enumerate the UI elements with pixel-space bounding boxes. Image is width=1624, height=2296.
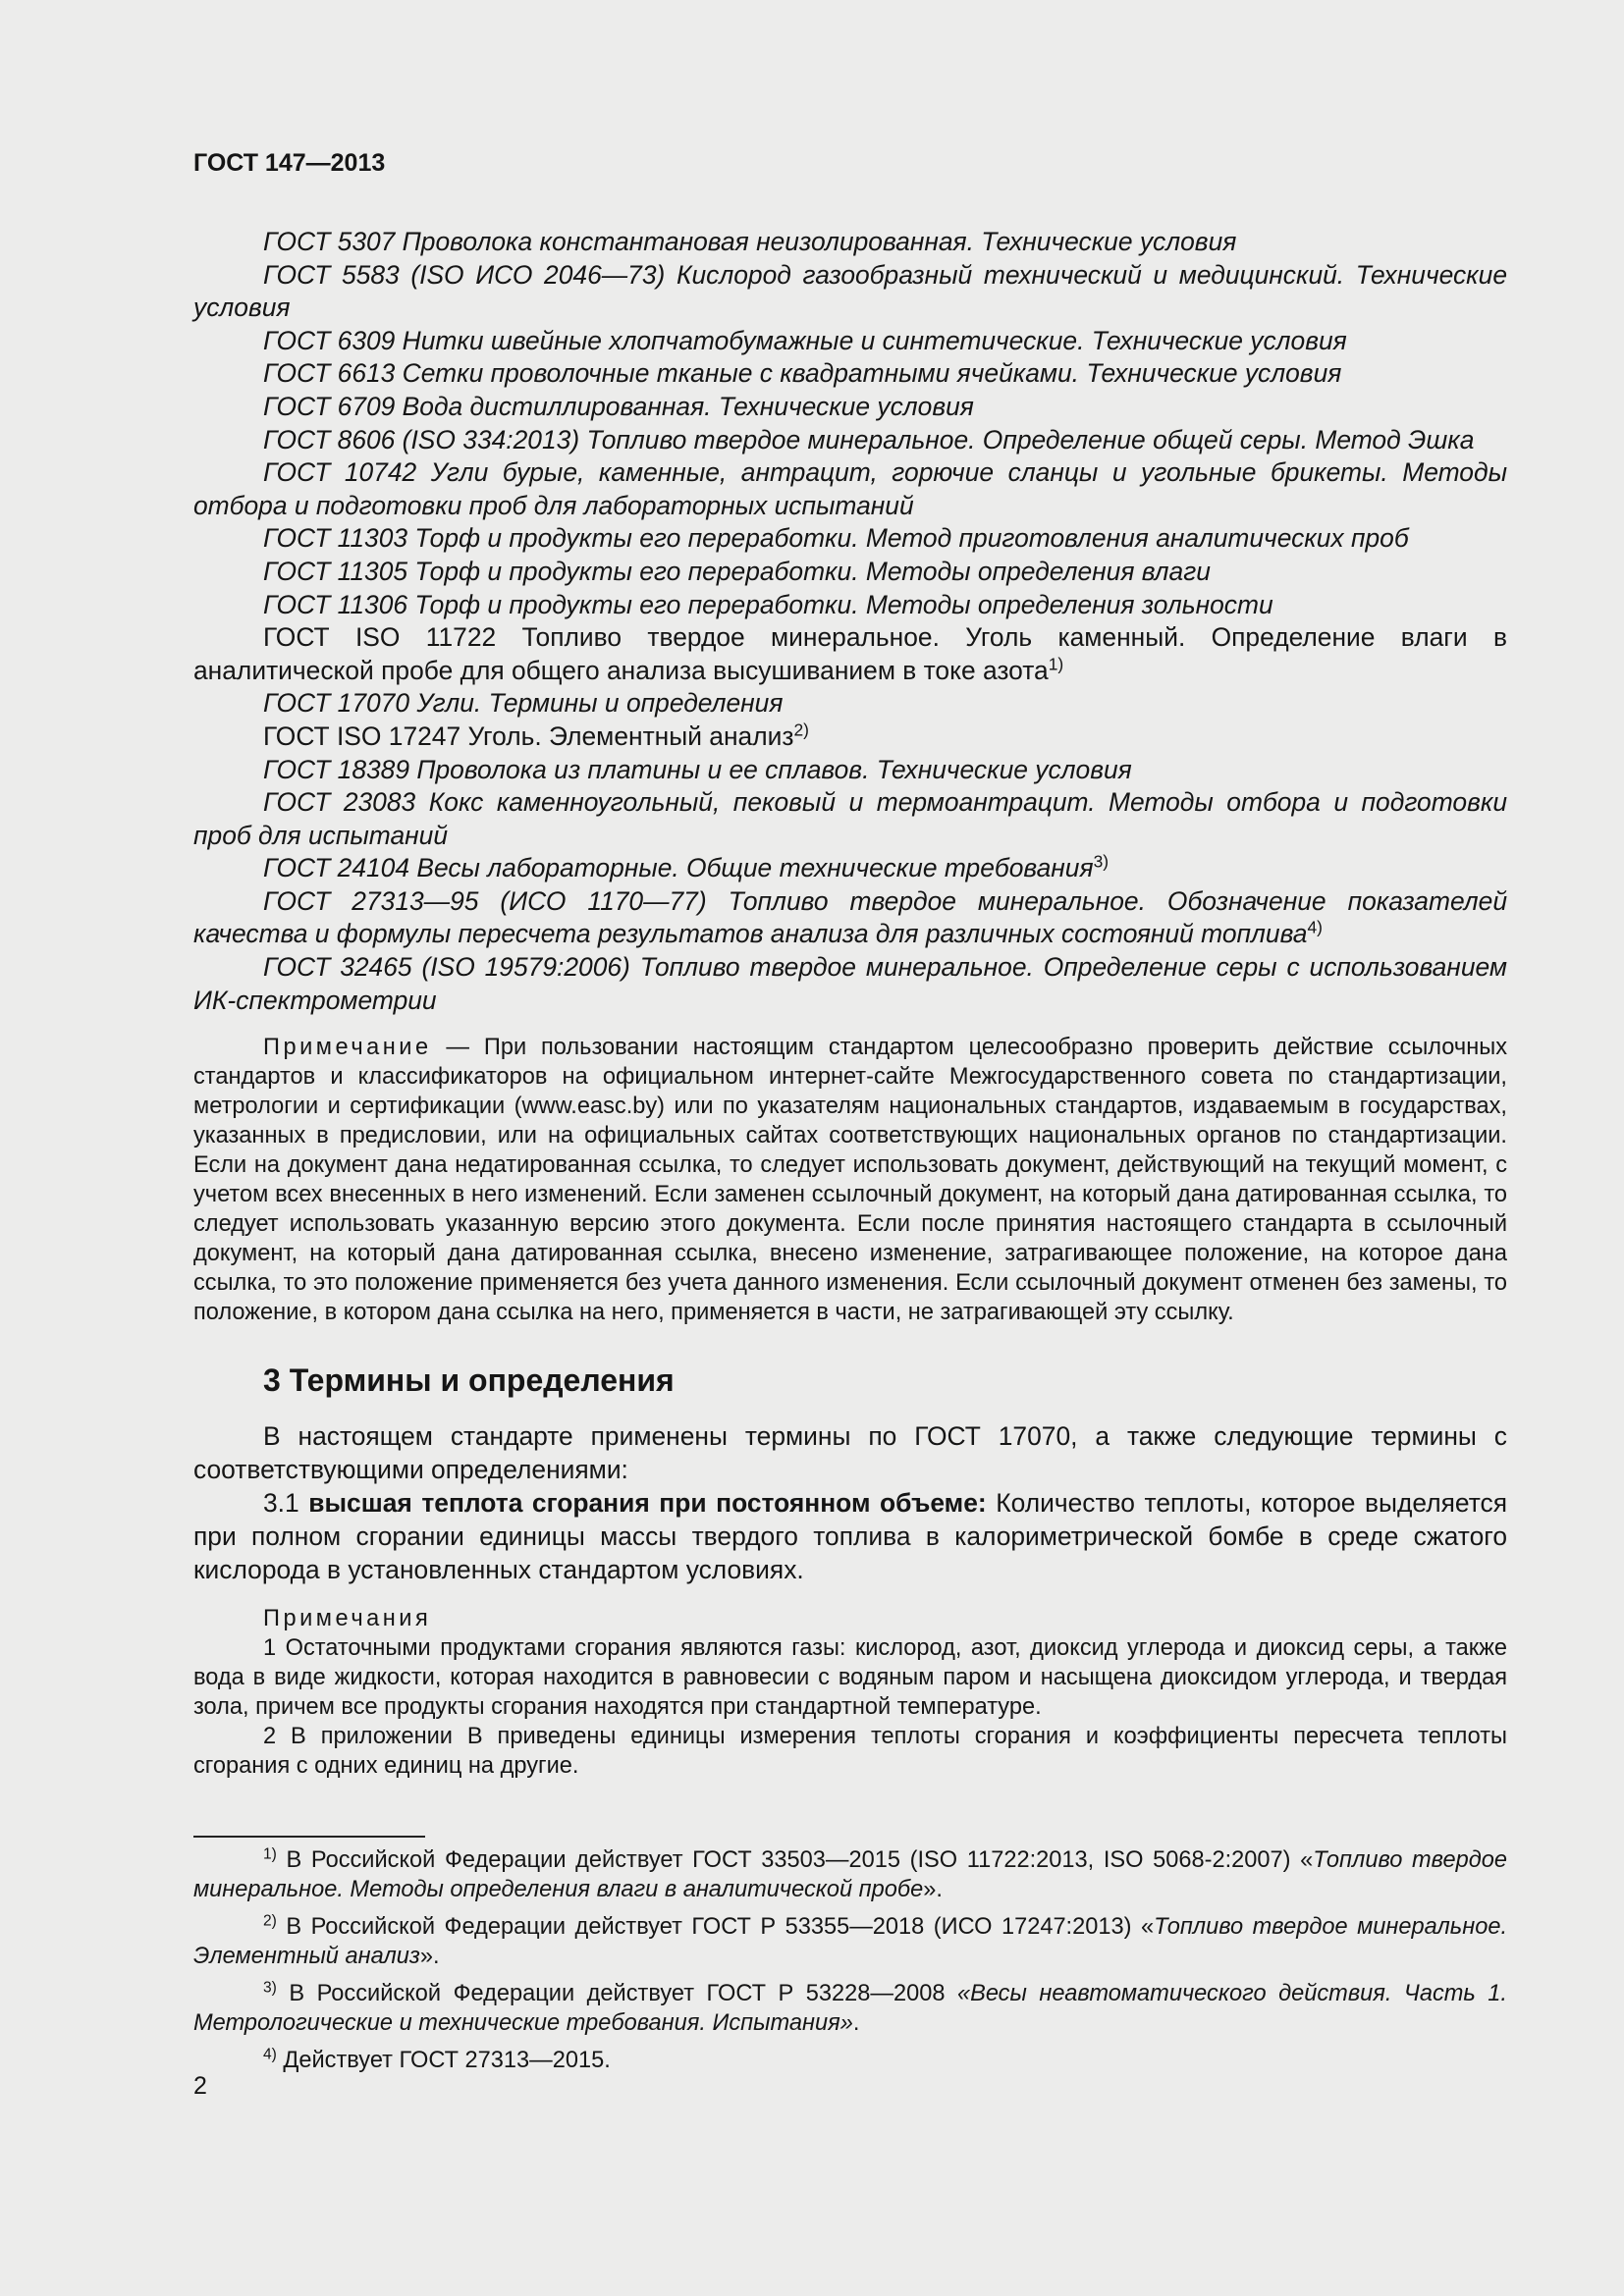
reference-text: ГОСТ 11303 Торф и продукты его переработки. Метод приготовления аналитических проб bbox=[263, 523, 1409, 554]
note-item: 2 В приложении В приведены единицы измерения теплоты сгорания и коэффициенты пересчета теплоты сгорания с одних единиц на другие. bbox=[193, 1724, 1507, 1780]
reference-text: ГОСТ 11306 Торф и продукты его переработки. Методы определения зольности bbox=[263, 589, 1273, 619]
references-note bbox=[193, 1033, 1507, 1327]
reference-text: ГОСТ 18389 Проволока из платины и ее сплавов. Технические условия bbox=[263, 754, 1132, 784]
reference-text: ГОСТ 6613 Сетки проволочные тканые с квадратными ячейками. Технические условия bbox=[263, 358, 1342, 389]
footnote-mark: 4) bbox=[263, 2046, 277, 2063]
footnote-text: Действует ГОСТ 27313—2015. bbox=[276, 2048, 611, 2074]
reference-text: ГОСТ 17070 Угли. Термины и определения bbox=[263, 688, 784, 719]
reference-text: ГОСТ 6309 Нитки швейные хлопчатобумажные и синтетические. Технические условия bbox=[263, 325, 1347, 355]
footnote-mark: 3) bbox=[263, 1979, 277, 1997]
footnote-title: Топливо твердое минеральное. Элементный анализ bbox=[193, 1914, 1507, 1970]
footnote-text: В Российской Федерации действует ГОСТ 33503—2015 (ISO 11722:2013, ISO 5068-2:2007) « bbox=[276, 1847, 1314, 1874]
page-number: 2 bbox=[193, 2072, 207, 2100]
reference-text: ГОСТ 5583 (ISO ИСО 2046—73) Кислород газообразный технический и медицинский. Технические условия bbox=[193, 259, 1507, 323]
reference-item bbox=[193, 456, 1507, 522]
reference-item bbox=[193, 391, 1507, 424]
reference-item bbox=[193, 951, 1507, 1017]
footnote-end: ». bbox=[419, 1944, 440, 1970]
reference-text: ГОСТ ISO 17247 Уголь. Элементный анализ bbox=[263, 721, 794, 751]
reference-item bbox=[193, 226, 1507, 259]
reference-text: ГОСТ 5307 Проволока константановая неизолированная. Технические условия bbox=[263, 227, 1237, 256]
reference-item bbox=[193, 522, 1507, 556]
reference-text: ГОСТ 23083 Кокс каменноугольный, пековый и термоантрацит. Методы отбора и подготовки проб для испытаний bbox=[193, 787, 1507, 850]
term-definition bbox=[193, 1486, 1507, 1586]
footnote-title: «Весы неавтоматического действия. Часть 1. Метрологические и технические требования. Испытания» bbox=[193, 1981, 1507, 2037]
reference-item bbox=[193, 687, 1507, 721]
reference-text: ГОСТ ISO 11722 Топливо твердое минеральное. Уголь каменный. Определение влаги в аналитической пробе для общего анализа высушиванием в токе азота bbox=[193, 622, 1507, 685]
footnote-separator bbox=[193, 1836, 425, 1838]
reference-item bbox=[193, 721, 1507, 754]
note-text: При пользовании настоящим стандартом целесообразно проверить действие ссылочных стандартов и классификаторов на официальном интернет-сайте Межгосударственного совета по стандартизации, метрологии и сертификации (www.easc.by) или по указателям национальных стандартов, издаваемым в государствах, указанных в предисловии, или на официальных сайтах соответствующих национальных органов по стандартизации. Если на документ дана недатированная ссылка, то следует использовать документ, действующий на текущий момент, с учетом всех внесенных в него изменений. Если заменен ссылочный документ, на который дана датированная ссылка, то следует использовать указанную версию этого документа. Если после принятия настоящего стандарта в ссылочный документ, на который дана датированная ссылка, внесено изменение, затрагивающее положение, на которое дана ссылка, то это положение применяется без учета данного изменения. Если ссылочный документ отменен без замены, то положение, в котором дана ссылка на него, применяется в части, не затрагивающей эту ссылку. bbox=[193, 1035, 1507, 1326]
footnote-text: В Российской Федерации действует ГОСТ Р 53355—2018 (ИСО 17247:2013) « bbox=[276, 1914, 1155, 1941]
reference-text: ГОСТ 24104 Весы лабораторные. Общие технические требования bbox=[263, 853, 1094, 883]
reference-item bbox=[193, 754, 1507, 787]
reference-item bbox=[193, 621, 1507, 687]
footnote-marker: 3) bbox=[1093, 851, 1110, 872]
footnote bbox=[193, 1979, 1507, 2038]
reference-item bbox=[193, 589, 1507, 622]
section-title: 3 Термины и определения bbox=[263, 1362, 675, 1399]
note-item: 1 Остаточными продуктами сгорания являются газы: кислород, азот, диоксид углерода и диоксид серы, а также вода в виде жидкости, которая находится в равновесии с водяным паром и насыщена диоксидом углерода, и твердая зола, причем все продукты сгорания находятся при стандартной температуре. bbox=[193, 1635, 1507, 1721]
footnote-mark: 1) bbox=[263, 1845, 277, 1863]
reference-item bbox=[193, 852, 1507, 885]
footnote-end: ». bbox=[923, 1877, 943, 1903]
reference-text: ГОСТ 27313—95 (ИСО 1170—77) Топливо твердое минеральное. Обозначение показателей качества и формулы пересчета результатов анализа для различных состояний топлива bbox=[193, 885, 1507, 949]
footnote bbox=[193, 1912, 1507, 1971]
footnote bbox=[193, 1845, 1507, 1904]
term-name: высшая теплота сгорания при постоянном объеме: bbox=[308, 1488, 987, 1519]
notes-heading: Примечания bbox=[263, 1606, 432, 1632]
note-label: Примечание bbox=[263, 1035, 432, 1061]
reference-item bbox=[193, 424, 1507, 457]
reference-text: ГОСТ 11305 Торф и продукты его переработки. Методы определения влаги bbox=[263, 556, 1211, 586]
footnote-end: . bbox=[852, 2010, 860, 2037]
footnote-marker: 2) bbox=[793, 720, 809, 740]
reference-item bbox=[193, 556, 1507, 589]
footnote-title: Топливо твердое минеральное. Методы определения влаги в аналитической пробе bbox=[193, 1847, 1507, 1903]
reference-text: ГОСТ 8606 (ISO 334:2013) Топливо твердое минеральное. Определение общей серы. Метод Эшка bbox=[263, 424, 1475, 454]
reference-item bbox=[193, 357, 1507, 391]
note-dash: — bbox=[431, 1035, 484, 1061]
term-number: 3.1 bbox=[263, 1488, 309, 1519]
reference-text: ГОСТ 10742 Угли бурые, каменные, антрацит, горючие сланцы и угольные брикеты. Методы отбора и подготовки проб для лабораторных испытаний bbox=[193, 457, 1507, 520]
footnote-marker: 4) bbox=[1307, 917, 1323, 937]
page-header-title: ГОСТ 147—2013 bbox=[193, 149, 386, 177]
reference-item bbox=[193, 786, 1507, 852]
term-definition-text: Количество теплоты, которое выделяется при полном сгорании единицы массы твердого топлива в калориметрической бомбе в среде сжатого кислорода в установленных стандартом условиях. bbox=[193, 1488, 1507, 1585]
page-content bbox=[193, 226, 1507, 2075]
reference-item bbox=[193, 885, 1507, 951]
footnote bbox=[193, 2046, 1507, 2075]
reference-text: ГОСТ 6709 Вода дистиллированная. Технические условия bbox=[263, 391, 974, 421]
reference-item bbox=[193, 325, 1507, 358]
section-intro: В настоящем стандарте применены термины по ГОСТ 17070, а также следующие термины с соответствующими определениями: bbox=[193, 1421, 1507, 1485]
reference-text: ГОСТ 32465 (ISO 19579:2006) Топливо твердое минеральное. Определение серы с использованием ИК-спектрометрии bbox=[193, 952, 1507, 1015]
reference-item bbox=[193, 259, 1507, 325]
footnote-mark: 2) bbox=[263, 1912, 277, 1930]
footnote-text: В Российской Федерации действует ГОСТ Р 53228—2008 bbox=[276, 1981, 957, 2007]
footnote-marker: 1) bbox=[1048, 654, 1064, 674]
normative-references-list bbox=[193, 226, 1507, 1017]
